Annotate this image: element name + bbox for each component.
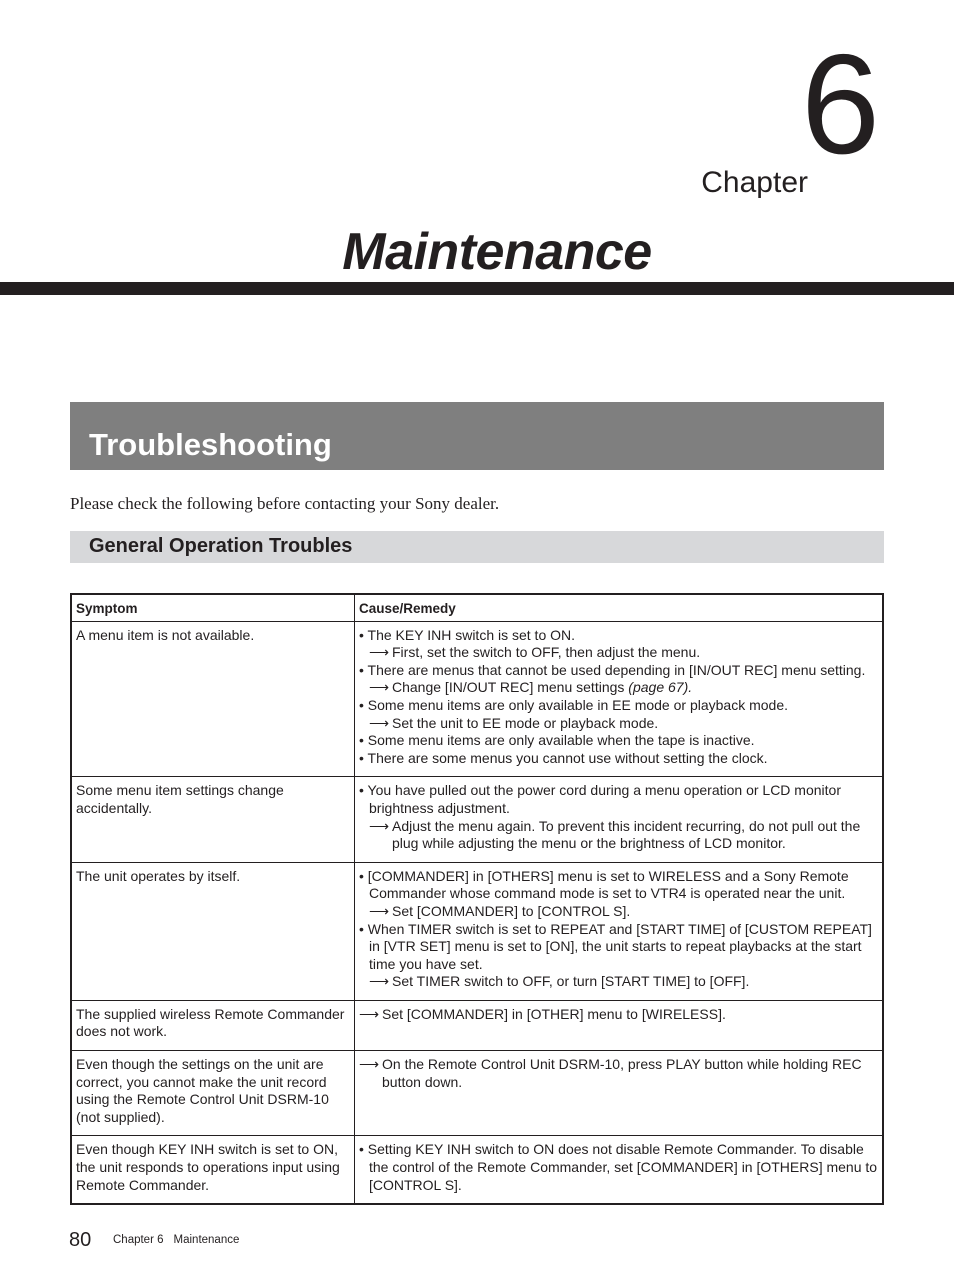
chapter-word: Chapter xyxy=(701,166,808,199)
remedy-text: First, set the switch to OFF, then adjust the menu. xyxy=(392,644,701,661)
remedy-item xyxy=(359,679,878,697)
arrow-icon: ⟶ xyxy=(369,902,390,919)
cause-remedy-cell xyxy=(355,1136,884,1204)
remedy-item xyxy=(359,1056,878,1091)
cause-remedy-cell xyxy=(355,621,884,777)
remedy-item xyxy=(359,644,878,662)
header-symptom: Symptom xyxy=(71,594,355,621)
cause-item: • You have pulled out the power cord during a menu operation or LCD monitor brightness adjustment. xyxy=(359,782,841,816)
cause-item: • When TIMER switch is set to REPEAT and [START TIME] of [CUSTOM REPEAT] in [VTR SET] menu is set to [ON], the unit starts to repeat playbacks at the start time you have set. xyxy=(359,920,872,972)
remedy-item xyxy=(359,973,878,991)
table-row xyxy=(71,777,883,862)
cause-item: • The KEY INH switch is set to ON. xyxy=(359,626,576,643)
page-reference: (page 67). xyxy=(628,679,693,696)
remedy-text: Set the unit to EE mode or playback mode. xyxy=(392,714,659,731)
symptom-cell: Even though the settings on the unit are correct, you cannot make the unit record using the Remote Control Unit DSRM-10 (not supplied). xyxy=(71,1051,355,1136)
subsection-title: General Operation Troubles xyxy=(89,535,353,557)
intro-text: Please check the following before contacting your Sony dealer. xyxy=(70,494,500,513)
cause-item: • There are menus that cannot be used depending in [IN/OUT REC] menu setting. xyxy=(359,661,866,678)
chapter-number: 6 xyxy=(801,25,880,184)
chapter-title: Maintenance xyxy=(342,223,652,281)
symptom-cell: Some menu item settings change accidentally. xyxy=(71,777,355,862)
footer-chapter-title: Maintenance xyxy=(173,1234,240,1246)
cause-item: • Some menu items are only available when the tape is inactive. xyxy=(359,732,755,749)
table-row xyxy=(71,1136,883,1204)
arrow-icon: ⟶ xyxy=(359,1005,380,1022)
page-number: 80 xyxy=(69,1229,92,1251)
cause-item: • Setting KEY INH switch to ON does not disable Remote Commander. To disable the control of the Remote Commander, set [COMMANDER] in [OTHERS] menu to [CONTROL S]. xyxy=(359,1141,878,1193)
table-row xyxy=(71,862,883,1000)
symptom-cell: Even though KEY INH switch is set to ON, the unit responds to operations input using Remote Commander. xyxy=(71,1136,355,1204)
cause-item: • There are some menus you cannot use without setting the clock. xyxy=(359,749,768,766)
table-row xyxy=(71,1000,883,1050)
table-header-row xyxy=(71,594,883,621)
remedy-text: Set [COMMANDER] to [CONTROL S]. xyxy=(392,902,631,919)
remedy-text: On the Remote Control Unit DSRM-10, press PLAY button while holding REC button down. xyxy=(382,1056,862,1090)
symptom-cell: The unit operates by itself. xyxy=(71,862,355,1000)
remedy-text: Change [IN/OUT REC] menu settings xyxy=(392,679,625,696)
cause-item: • [COMMANDER] in [OTHERS] menu is set to WIRELESS and a Sony Remote Commander whose command mode is set to VTR4 is operated near the unit. xyxy=(359,867,849,902)
symptom-cell: A menu item is not available. xyxy=(71,621,355,777)
remedy-item xyxy=(359,818,878,853)
running-footer xyxy=(113,1234,249,1246)
cause-remedy-cell xyxy=(355,777,884,862)
remedy-text: Set TIMER switch to OFF, or turn [START TIME] to [OFF]. xyxy=(392,973,750,990)
cause-item: • Some menu items are only available in EE mode or playback mode. xyxy=(359,696,789,713)
section-title: Troubleshooting xyxy=(89,427,332,462)
title-rule xyxy=(0,282,954,295)
remedy-text: Set [COMMANDER] in [OTHER] menu to [WIRELESS]. xyxy=(382,1005,726,1022)
arrow-icon: ⟶ xyxy=(359,1056,380,1073)
header-cause-remedy: Cause/Remedy xyxy=(355,594,884,621)
remedy-item xyxy=(359,1006,878,1024)
cause-remedy-cell xyxy=(355,1000,884,1050)
symptom-cell: The supplied wireless Remote Commander does not work. xyxy=(71,1000,355,1050)
remedy-item xyxy=(359,903,878,921)
subsection-banner xyxy=(70,531,884,563)
table-row xyxy=(71,1051,883,1136)
cause-remedy-cell xyxy=(355,862,884,1000)
arrow-icon: ⟶ xyxy=(369,973,390,990)
cause-remedy-cell xyxy=(355,1051,884,1136)
remedy-text: Adjust the menu again. To prevent this incident recurring, do not pull out the plug while adjusting the menu or the brightness of LCD monitor. xyxy=(392,817,861,852)
troubleshooting-table xyxy=(70,593,884,1205)
arrow-icon: ⟶ xyxy=(369,644,390,661)
section-banner xyxy=(70,402,884,470)
arrow-icon: ⟶ xyxy=(369,817,390,834)
arrow-icon: ⟶ xyxy=(369,679,390,696)
arrow-icon: ⟶ xyxy=(369,714,390,731)
footer-chapter-label: Chapter 6 xyxy=(113,1234,164,1246)
table-row xyxy=(71,621,883,777)
remedy-item xyxy=(359,715,878,733)
